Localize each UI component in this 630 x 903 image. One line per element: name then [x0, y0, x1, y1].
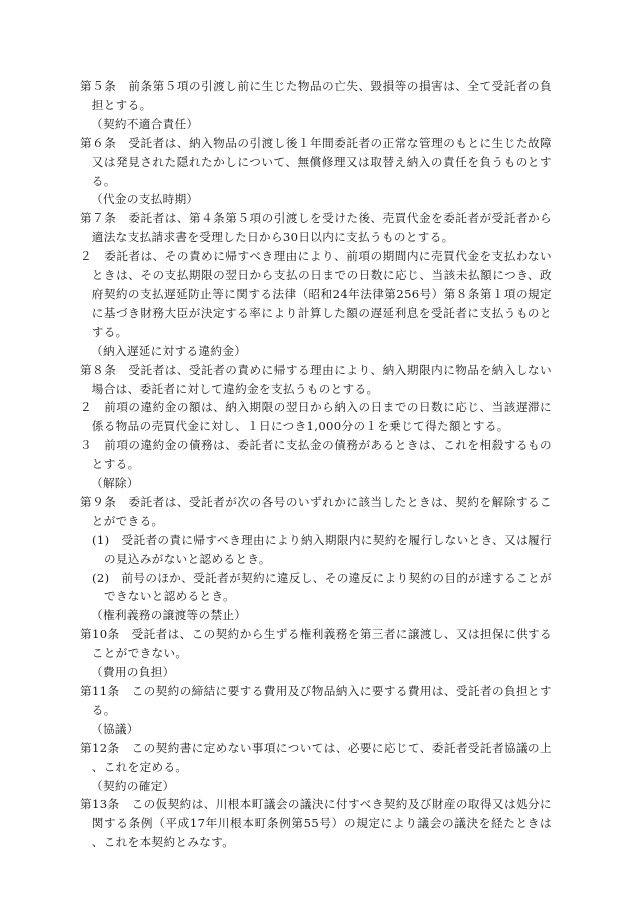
article-heading: （代金の支払時期）	[91, 192, 199, 207]
article-heading: （契約の確定）	[91, 778, 175, 793]
article-8: 第８条 受託者は、受託者の責めに帰する理由により、納入期限内に物品を納入しない場合は、委託者に対して違約金を支払うものとする。	[80, 362, 552, 396]
article-7: 第７条 委託者は、第４条第５項の引渡しを受けた後、売買代金を委託者が受託者から適法な支払請求書を受理した日から30日以内に支払うものとする。	[80, 211, 552, 245]
article-heading: （協議）	[91, 721, 139, 736]
article-heading: （契約不適合責任）	[91, 116, 199, 131]
article-9-item-2: (2) 前号のほか、受託者が契約に違反し、その違反により契約の目的が達することができないと認めるとき。	[92, 570, 552, 604]
article-heading: （権利義務の譲渡等の禁止）	[91, 608, 247, 623]
article-heading: （費用の負担）	[91, 665, 175, 680]
article-11: 第11条 この契約の締結に要する費用及び物品納入に要する費用は、受託者の負担とする。	[80, 684, 552, 717]
document-body	[80, 77, 552, 852]
article-7-paragraph-2: ２ 委託者は、その責めに帰すべき理由により、前項の期間内に売買代金を支払わないときは、その支払期限の翌日から支払の日までの日数に応じ、当該未払額につき、政府契約の支払遅延防止等に関する法律（昭和24年法律第256号）第８条第１項の規定に基づき財務大臣が決定する率により計算した額の遅延利息を受託者に支払うものとする。	[80, 249, 552, 339]
article-heading: （解除）	[91, 476, 139, 491]
article-8-paragraph-3: ３ 前項の違約金の債務は、委託者に支払金の債務があるときは、これを相殺するものとする。	[80, 438, 552, 472]
article-6: 第６条 受託者は、納入物品の引渡し後１年間委託者の正常な管理のもとに生じた故障又は発見された隠れたかしについて、無償修理又は取替え納入の責任を負うものとする。	[80, 135, 552, 188]
article-9: 第９条 委託者は、受託者が次の各号のいずれかに該当したときは、契約を解除することができる。	[80, 494, 552, 528]
article-8-paragraph-2: ２ 前項の違約金の額は、納入期限の翌日から納入の日までの日数に応じ、当該遅滞に係る物品の売買代金に対し、１日につき1,000分の１を乗じて得た額とする。	[80, 400, 552, 434]
article-10: 第10条 受託者は、この契約から生ずる権利義務を第三者に譲渡し、又は担保に供することができない。	[80, 627, 552, 661]
article-heading: （納入遅延に対する違約金）	[91, 343, 247, 358]
article-13: 第13条 この仮契約は、川根本町議会の議決に付すべき契約及び財産の取得又は処分に関する条例（平成17年川根本町条例第55号）の規定により議会の議決を経たときは、これを本契約とみなす。	[80, 797, 552, 850]
article-12: 第12条 この契約書に定めない事項については、必要に応じて、委託者受託者協議の上、これを定める。	[80, 740, 552, 774]
article-5: 第５条 前条第５項の引渡し前に生じた物品の亡失、毀損等の損害は、全て受託者の負担とする。	[80, 79, 552, 112]
article-9-item-1: (1) 受託者の責に帰すべき理由により納入期限内に契約を履行しないとき、又は履行の見込みがないと認めるとき。	[92, 532, 552, 566]
